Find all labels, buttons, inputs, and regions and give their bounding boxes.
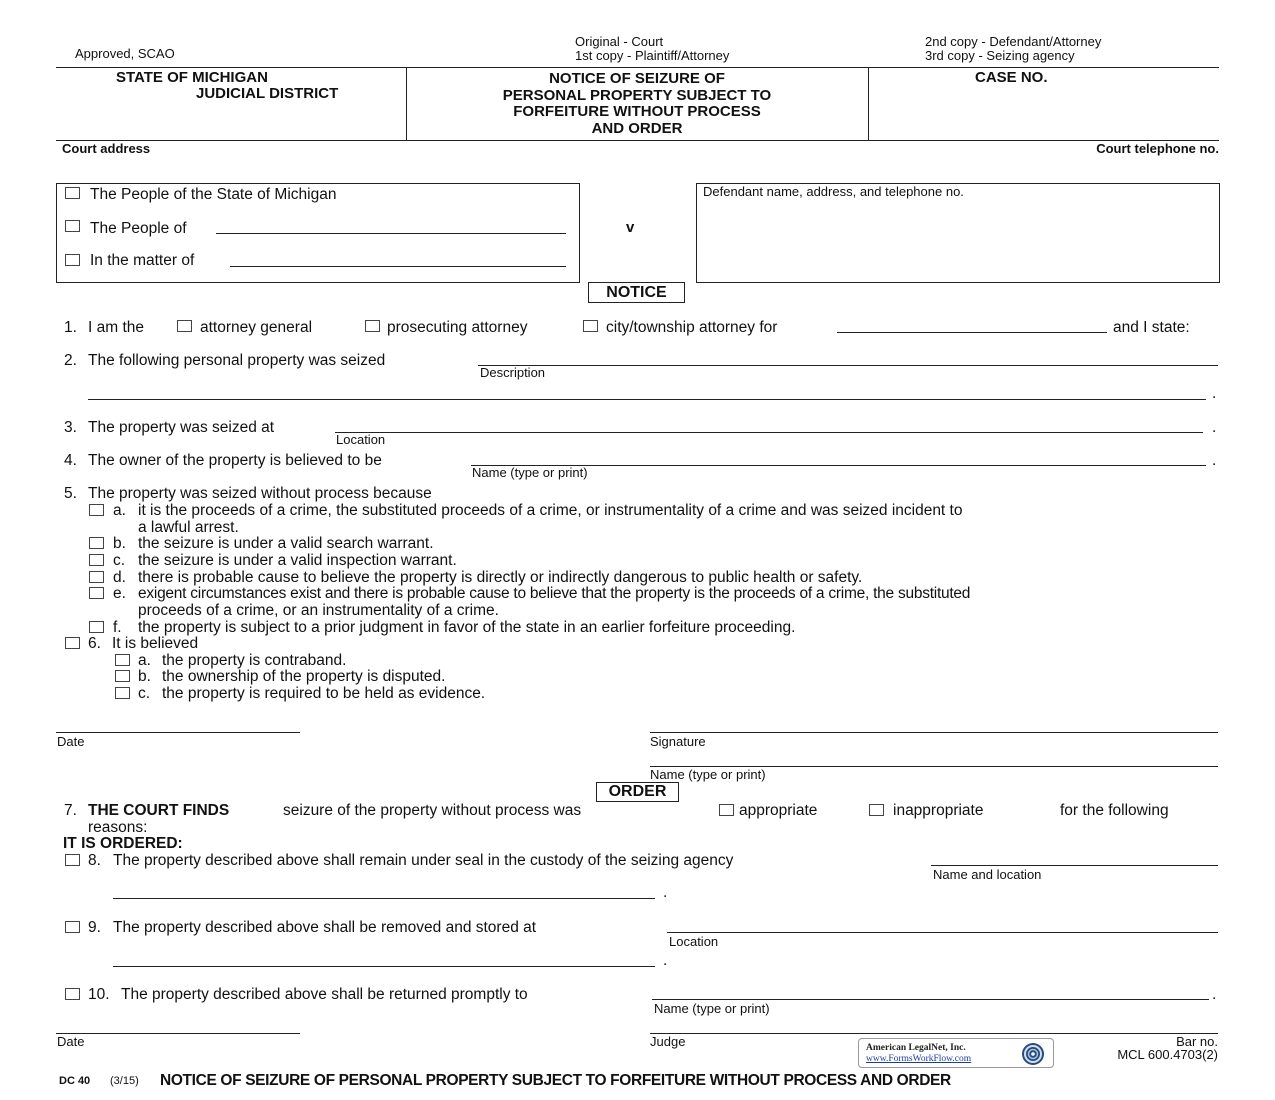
item7-tail2: reasons: [88, 819, 148, 836]
form-title [406, 71, 868, 137]
item6a-text: the property is contraband. [162, 652, 347, 669]
location-caption: Location [336, 432, 386, 447]
notice-date-label: Date [57, 734, 85, 749]
item2-text: The following personal property was seized [88, 352, 386, 369]
item8-location-field-line2[interactable] [113, 898, 655, 899]
notice-signature-label: Signature [650, 734, 706, 749]
footer-form-id: DC 40 [59, 1075, 91, 1087]
plaintiff-people-of-checkbox[interactable] [65, 220, 80, 232]
item8-location-field[interactable] [931, 865, 1218, 866]
logo-url[interactable]: www.FormsWorkFlow.com [866, 1054, 972, 1064]
item6b-checkbox[interactable] [115, 670, 130, 682]
case-no-label: CASE NO. [975, 69, 1048, 86]
defendant-label: Defendant name, address, and telephone no. [703, 184, 964, 199]
notice-heading: NOTICE [588, 282, 685, 303]
copy-third: 3rd copy - Seizing agency [925, 48, 1075, 63]
period: . [1212, 419, 1217, 436]
item8-caption: Name and location [933, 867, 1042, 882]
seized-location-field[interactable] [335, 432, 1203, 433]
item6b-text: the ownership of the property is disputed. [162, 668, 446, 685]
notice-signature-field[interactable] [650, 732, 1218, 733]
item1-lead: I am the [88, 319, 144, 336]
item6-text: It is believed [112, 635, 199, 652]
item7-text: seizure of the property without process was [283, 802, 582, 819]
city-attorney-checkbox[interactable] [583, 320, 598, 332]
copy-second: 2nd copy - Defendant/Attorney [925, 34, 1102, 49]
item6-checkbox[interactable] [65, 637, 80, 649]
item5f-letter: f. [113, 619, 122, 636]
item8-text: The property described above shall remain under seal in the custody of the seizing agency [113, 852, 734, 869]
inappropriate-checkbox[interactable] [869, 804, 884, 816]
item1-tail: and I state: [1113, 319, 1190, 336]
prosecuting-attorney-checkbox[interactable] [365, 320, 380, 332]
notice-date-field[interactable] [56, 732, 300, 733]
item9-location-field-line2[interactable] [113, 966, 655, 967]
state-label: STATE OF MICHIGAN [116, 69, 268, 86]
header-divider-right [868, 67, 869, 140]
period: . [1212, 452, 1217, 469]
district-label: JUDICIAL DISTRICT [196, 85, 339, 102]
item10-checkbox[interactable] [65, 988, 80, 1000]
item6c-letter: c. [138, 685, 151, 702]
item9-location-field[interactable] [667, 932, 1218, 933]
form-title-line: NOTICE OF SEIZURE OF [549, 70, 725, 87]
description-caption: Description [480, 365, 546, 380]
item3-number: 3. [64, 419, 77, 436]
item5a-text: it is the proceeds of a crime, the substituted proceeds of a crime, or instrumentality of a crime and was seized incident to [138, 502, 963, 519]
plaintiff-people-of-label: The People of [90, 220, 187, 237]
header-top-rule [56, 67, 1219, 68]
item5c-checkbox[interactable] [89, 554, 104, 566]
period: . [1212, 986, 1217, 1003]
item10-name-field[interactable] [652, 999, 1209, 1000]
item5a-checkbox[interactable] [89, 504, 104, 516]
footer-rev: (3/15) [110, 1075, 139, 1087]
description-field[interactable] [478, 365, 1218, 366]
attorney-general-checkbox[interactable] [177, 320, 192, 332]
period: . [1212, 385, 1217, 402]
item9-checkbox[interactable] [65, 921, 80, 933]
item5e-text: exigent circumstances exist and there is probable cause to believe that the property is the proceeds of a crime, the substituted [138, 585, 971, 602]
case-no-field[interactable] [880, 88, 1214, 136]
logo-company: American LegalNet, Inc. [866, 1043, 966, 1053]
footer-title: NOTICE OF SEIZURE OF PERSONAL PROPERTY SUBJECT TO FORFEITURE WITHOUT PROCESS AND ORDER [160, 1072, 951, 1089]
item5-number: 5. [64, 485, 77, 502]
item10-text: The property described above shall be returned promptly to [121, 986, 528, 1003]
plaintiff-people-of-field[interactable] [216, 233, 566, 234]
period: . [663, 884, 668, 901]
header-bottom-rule [56, 140, 1219, 141]
order-date-label: Date [57, 1034, 85, 1049]
inappropriate-label: inappropriate [893, 802, 984, 819]
judge-label: Judge [650, 1034, 686, 1049]
item5b-text: the seizure is under a valid search warrant. [138, 535, 434, 552]
approved-label: Approved, SCAO [75, 46, 175, 61]
item8-number: 8. [88, 852, 101, 869]
item5b-checkbox[interactable] [89, 537, 104, 549]
city-attorney-for-field[interactable] [837, 332, 1107, 333]
item5a-letter: a. [113, 502, 126, 519]
item5f-checkbox[interactable] [89, 621, 104, 633]
city-attorney-label: city/township attorney for [606, 319, 778, 336]
item5e-text: proceeds of a crime, or an instrumentality of a crime. [138, 602, 499, 619]
appropriate-checkbox[interactable] [719, 804, 734, 816]
plaintiff-matter-field[interactable] [230, 266, 566, 267]
item6a-letter: a. [138, 652, 151, 669]
logo-swirl-icon [1015, 1041, 1051, 1067]
plaintiff-state-checkbox[interactable] [65, 187, 80, 199]
order-heading: ORDER [596, 782, 679, 802]
item9-number: 9. [88, 919, 101, 936]
item9-caption: Location [669, 934, 719, 949]
description-field-line2[interactable] [88, 399, 1206, 400]
plaintiff-state-label: The People of the State of Michigan [90, 186, 337, 203]
item7-bold: THE COURT FINDS [88, 802, 230, 819]
item5d-text: there is probable cause to believe the property is directly or indirectly dangerous to public health or safety. [138, 569, 863, 586]
item5b-letter: b. [113, 535, 126, 552]
judge-signature-field[interactable] [650, 1033, 1218, 1034]
plaintiff-matter-checkbox[interactable] [65, 254, 80, 266]
item5e-letter: e. [113, 585, 126, 602]
copy-original: Original - Court [575, 34, 664, 49]
item1-number: 1. [64, 319, 77, 336]
court-phone-label: Court telephone no. [1096, 141, 1219, 156]
prosecuting-attorney-label: prosecuting attorney [387, 319, 528, 336]
item5e-checkbox[interactable] [89, 587, 104, 599]
item5d-letter: d. [113, 569, 126, 586]
it-is-ordered-label: IT IS ORDERED: [63, 835, 183, 852]
copy-first: 1st copy - Plaintiff/Attorney [575, 48, 730, 63]
item7-tail: for the following [1060, 802, 1169, 819]
item6c-text: the property is required to be held as evidence. [162, 685, 486, 702]
form-title-line: PERSONAL PROPERTY SUBJECT TO [502, 86, 772, 104]
item9-text: The property described above shall be removed and stored at [113, 919, 537, 936]
item5d-checkbox[interactable] [89, 571, 104, 583]
item4-text: The owner of the property is believed to be [88, 452, 382, 469]
mcl-label: MCL 600.4703(2) [1117, 1047, 1218, 1062]
item6a-checkbox[interactable] [115, 654, 130, 666]
item10-caption: Name (type or print) [654, 1001, 770, 1016]
order-date-field[interactable] [56, 1033, 300, 1034]
item5c-letter: c. [113, 552, 126, 569]
item5f-text: the property is subject to a prior judgment in favor of the state in an earlier forfeiture proceeding. [138, 619, 796, 636]
legalnet-logo[interactable] [858, 1038, 1054, 1068]
item7-number: 7. [64, 802, 77, 819]
item8-checkbox[interactable] [65, 854, 80, 866]
period: . [663, 952, 668, 969]
item10-number: 10. [88, 986, 110, 1003]
item3-text: The property was seized at [88, 419, 275, 436]
item5a-text: a lawful arrest. [138, 519, 239, 536]
court-address-label: Court address [62, 141, 151, 156]
item6b-letter: b. [138, 668, 151, 685]
notice-name-label: Name (type or print) [650, 767, 766, 782]
form-title-line: AND ORDER [591, 119, 683, 137]
item4-number: 4. [64, 452, 77, 469]
item6c-checkbox[interactable] [115, 687, 130, 699]
attorney-general-label: attorney general [200, 319, 313, 336]
owner-name-caption: Name (type or print) [472, 465, 588, 480]
bar-no-label: Bar no. [1176, 1034, 1218, 1049]
form-title-line: FORFEITURE WITHOUT PROCESS [513, 103, 761, 120]
appropriate-label: appropriate [739, 802, 818, 819]
item5-text: The property was seized without process because [88, 485, 432, 502]
item6-number: 6. [88, 635, 101, 652]
plaintiff-matter-label: In the matter of [90, 252, 195, 269]
versus-label: v [626, 219, 635, 236]
item2-number: 2. [64, 352, 77, 369]
item5c-text: the seizure is under a valid inspection warrant. [138, 552, 457, 569]
